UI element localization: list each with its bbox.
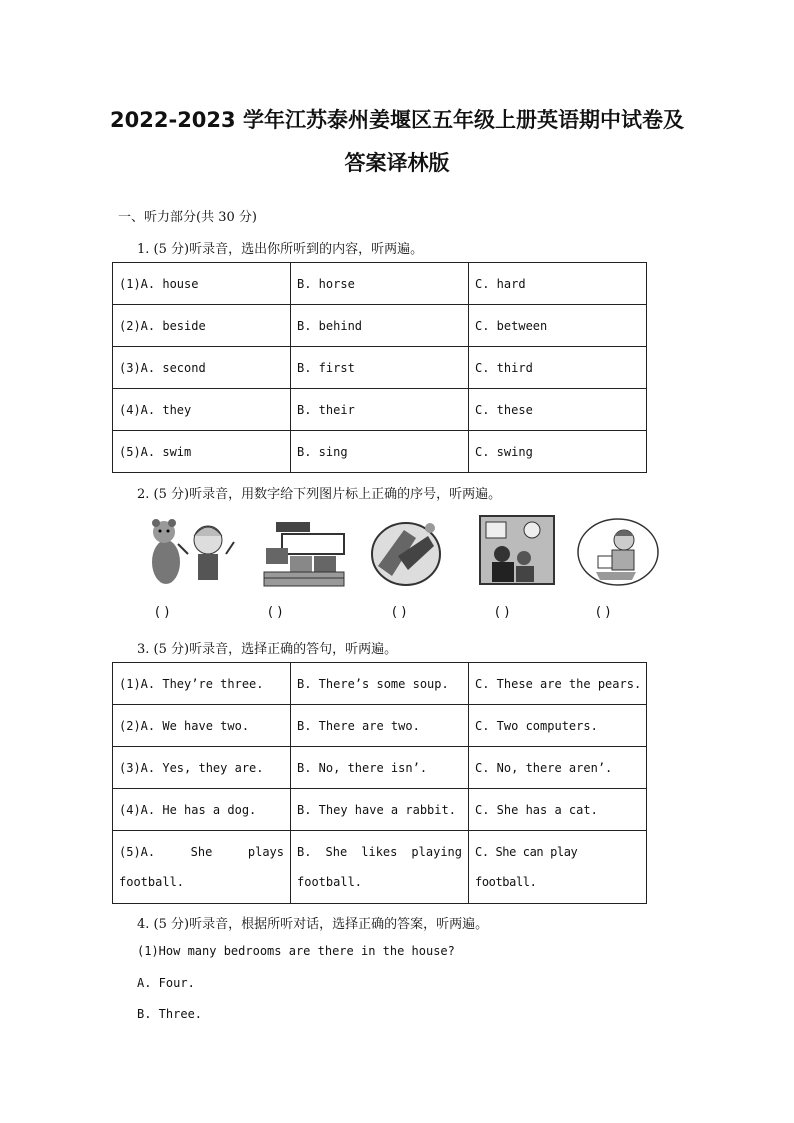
option-b-cell: B. their (291, 389, 469, 431)
q4-prompt: 4. (5 分)听录音，根据所听对话，选择正确的答案，听两遍。 (137, 917, 489, 932)
picture-1-bear-and-girl (138, 514, 240, 586)
q2-prompt: 2. (5 分)听录音，用数字给下列图片标上正确的序号，听两遍。 (137, 487, 502, 502)
option-c-cell: C. Two computers. (469, 705, 647, 747)
table-row (113, 663, 647, 705)
option-b-cell: B. first (291, 347, 469, 389)
option-b-line1: B. She likes playing (297, 845, 462, 859)
answer-bracket-1[interactable]: ( ) (155, 605, 170, 620)
q1-table (112, 262, 647, 473)
option-c-cell: C. these (469, 389, 647, 431)
option-b-line2: football. (297, 875, 363, 889)
option-a-cell: (4)A. they (113, 389, 291, 431)
table-row (113, 789, 647, 831)
q4-option-a: A. Four. (137, 976, 195, 990)
table-row (113, 747, 647, 789)
q1-prompt: 1. (5 分)听录音，选出你所听到的内容，听两遍。 (137, 242, 424, 257)
table-row (113, 305, 647, 347)
table-row (113, 389, 647, 431)
option-c-cell: C. third (469, 347, 647, 389)
option-a-cell (113, 831, 291, 904)
option-a-cell: (2)A. We have two. (113, 705, 291, 747)
q3-table (112, 662, 647, 904)
picture-5-girl-reading (576, 516, 660, 588)
option-a-cell: (4)A. He has a dog. (113, 789, 291, 831)
option-c-cell: C. These are the pears. (469, 663, 647, 705)
picture-4-classroom (478, 514, 556, 586)
option-b-cell: B. horse (291, 263, 469, 305)
option-c-cell: C. No, there aren’. (469, 747, 647, 789)
option-a-cell: (1)A. house (113, 263, 291, 305)
answer-bracket-2[interactable]: ( ) (268, 605, 283, 620)
document-title-line1: 2022-2023 学年江苏泰州姜堰区五年级上册英语期中试卷及 (110, 108, 684, 132)
option-b-cell: B. No, there isn’. (291, 747, 469, 789)
option-b-cell: B. sing (291, 431, 469, 473)
q4-option-b: B. Three. (137, 1007, 203, 1021)
q3-prompt: 3. (5 分)听录音，选择正确的答句，听两遍。 (137, 642, 398, 657)
option-c-cell: C. between (469, 305, 647, 347)
option-a-line1: (5)A. She plays (119, 845, 284, 859)
q4-subquestion-1: (1)How many bedrooms are there in the house? (137, 944, 455, 958)
table-row (113, 705, 647, 747)
answer-bracket-5[interactable]: ( ) (596, 605, 611, 620)
table-row (113, 831, 647, 904)
option-b-cell: B. behind (291, 305, 469, 347)
picture-3-round-scene (368, 516, 448, 588)
document-title-line2: 答案译林版 (344, 151, 450, 175)
option-c-cell: C. She has a cat. (469, 789, 647, 831)
table-row (113, 263, 647, 305)
picture-2-computers (262, 518, 348, 588)
answer-bracket-4[interactable]: ( ) (495, 605, 510, 620)
option-a-cell: (5)A. swim (113, 431, 291, 473)
option-a-cell: (3)A. Yes, they are. (113, 747, 291, 789)
option-a-cell: (2)A. beside (113, 305, 291, 347)
answer-bracket-3[interactable]: ( ) (392, 605, 407, 620)
option-b-cell: B. There’s some soup. (291, 663, 469, 705)
table-row (113, 347, 647, 389)
option-a-cell: (1)A. They’re three. (113, 663, 291, 705)
option-c-cell: C. hard (469, 263, 647, 305)
option-b-cell (291, 831, 469, 904)
option-b-cell: B. They have a rabbit. (291, 789, 469, 831)
option-c-cell: C. She can play football. (469, 831, 647, 904)
option-a-cell: (3)A. second (113, 347, 291, 389)
section-heading: 一、听力部分(共 30 分) (118, 210, 257, 225)
option-b-cell: B. There are two. (291, 705, 469, 747)
option-c-cell: C. swing (469, 431, 647, 473)
table-row (113, 431, 647, 473)
option-a-line2: football. (119, 875, 185, 889)
